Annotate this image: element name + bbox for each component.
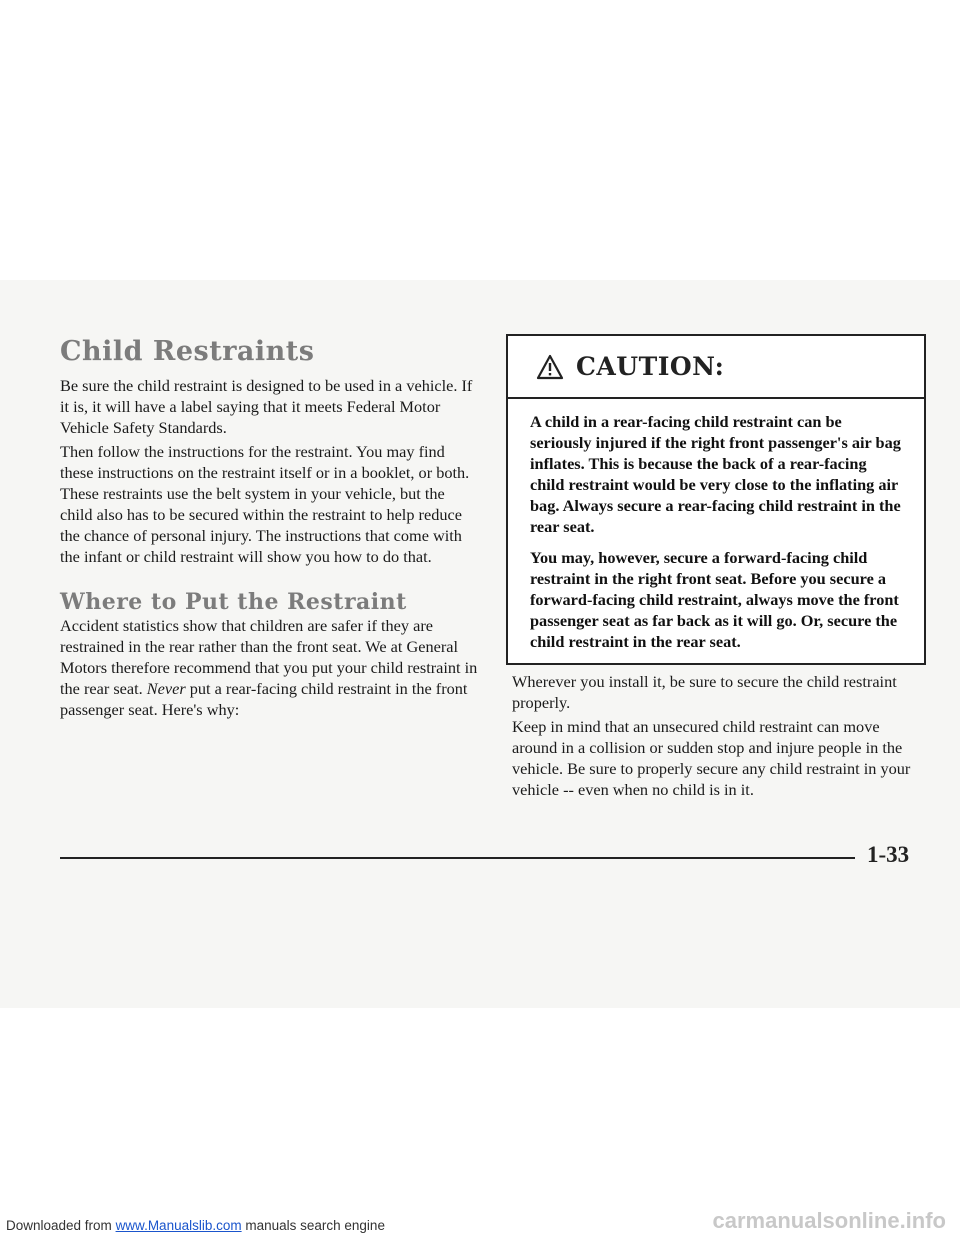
manualslib-link[interactable]: www.Manualslib.com xyxy=(115,1218,242,1233)
emphasis-never: Never xyxy=(146,679,186,698)
caution-header xyxy=(508,336,924,399)
paragraph-unsecured-restraint: Keep in mind that an unsecured child restraint can move around in a collision or sudden stop and injure people in the vehicle. Be sure to properly secure any child restraint in your vehicle -- even when no child is in it. xyxy=(512,717,911,799)
caution-paragraph-forward-facing: You may, however, secure a forward-facing child restraint in the right front seat. Before you secure a forward-facing child restraint, always move the front passenger seat as far back as it will go. Or, secure the child restraint in the rear seat. xyxy=(530,548,899,651)
warning-triangle-icon xyxy=(536,354,564,380)
paragraph-text-end: put a rear-facing child restraint in the front passenger seat. Here's why: xyxy=(60,679,468,719)
paragraph-follow-instructions: Then follow the instructions for the restraint. You may find these instructions on the restraint itself or in a booklet, or both. These restraints use the belt system in your vehicle, but the child also has to be secured within the restraint to help reduce the chance of personal injury. The instructions that come with the infant or child restraint will show you how to do that. xyxy=(60,442,470,566)
section-heading-child-restraints: Child Restraints xyxy=(60,336,315,367)
paragraph-install-properly: Wherever you install it, be sure to secure the child restraint properly. xyxy=(512,672,897,712)
footer-rule xyxy=(60,857,855,859)
page-number: 1-33 xyxy=(867,842,910,867)
paragraph-accident-statistics xyxy=(60,615,478,720)
caution-title: CAUTION: xyxy=(576,352,725,381)
watermark: carmanualsonline.info xyxy=(712,1208,946,1233)
caution-body xyxy=(508,399,924,652)
section-heading-where-to-put: Where to Put the Restraint xyxy=(60,589,407,615)
download-credit-suffix: manuals search engine xyxy=(241,1218,385,1233)
paragraph-text-start: Accident statistics show that children are safer if they are restrained in the rear rather than the front seat. We at General Motors therefore recommend that you put your child restraint in the rear seat. xyxy=(60,616,478,698)
caution-box xyxy=(506,334,926,665)
download-credit-prefix: Downloaded from xyxy=(6,1218,116,1233)
caution-paragraph-rear-facing: A child in a rear-facing child restraint can be seriously injured if the right front passenger's air bag inflates. This is because the back of a rear-facing child restraint would be very close to the inflating air bag. Always secure a rear-facing child restraint in the rear seat. xyxy=(530,412,901,536)
paragraph-label-requirement: Be sure the child restraint is designed to be used in a vehicle. If it is, it will have a label saying that it meets Federal Motor Vehicle Safety Standards. xyxy=(60,376,473,437)
download-credit xyxy=(6,1218,385,1233)
